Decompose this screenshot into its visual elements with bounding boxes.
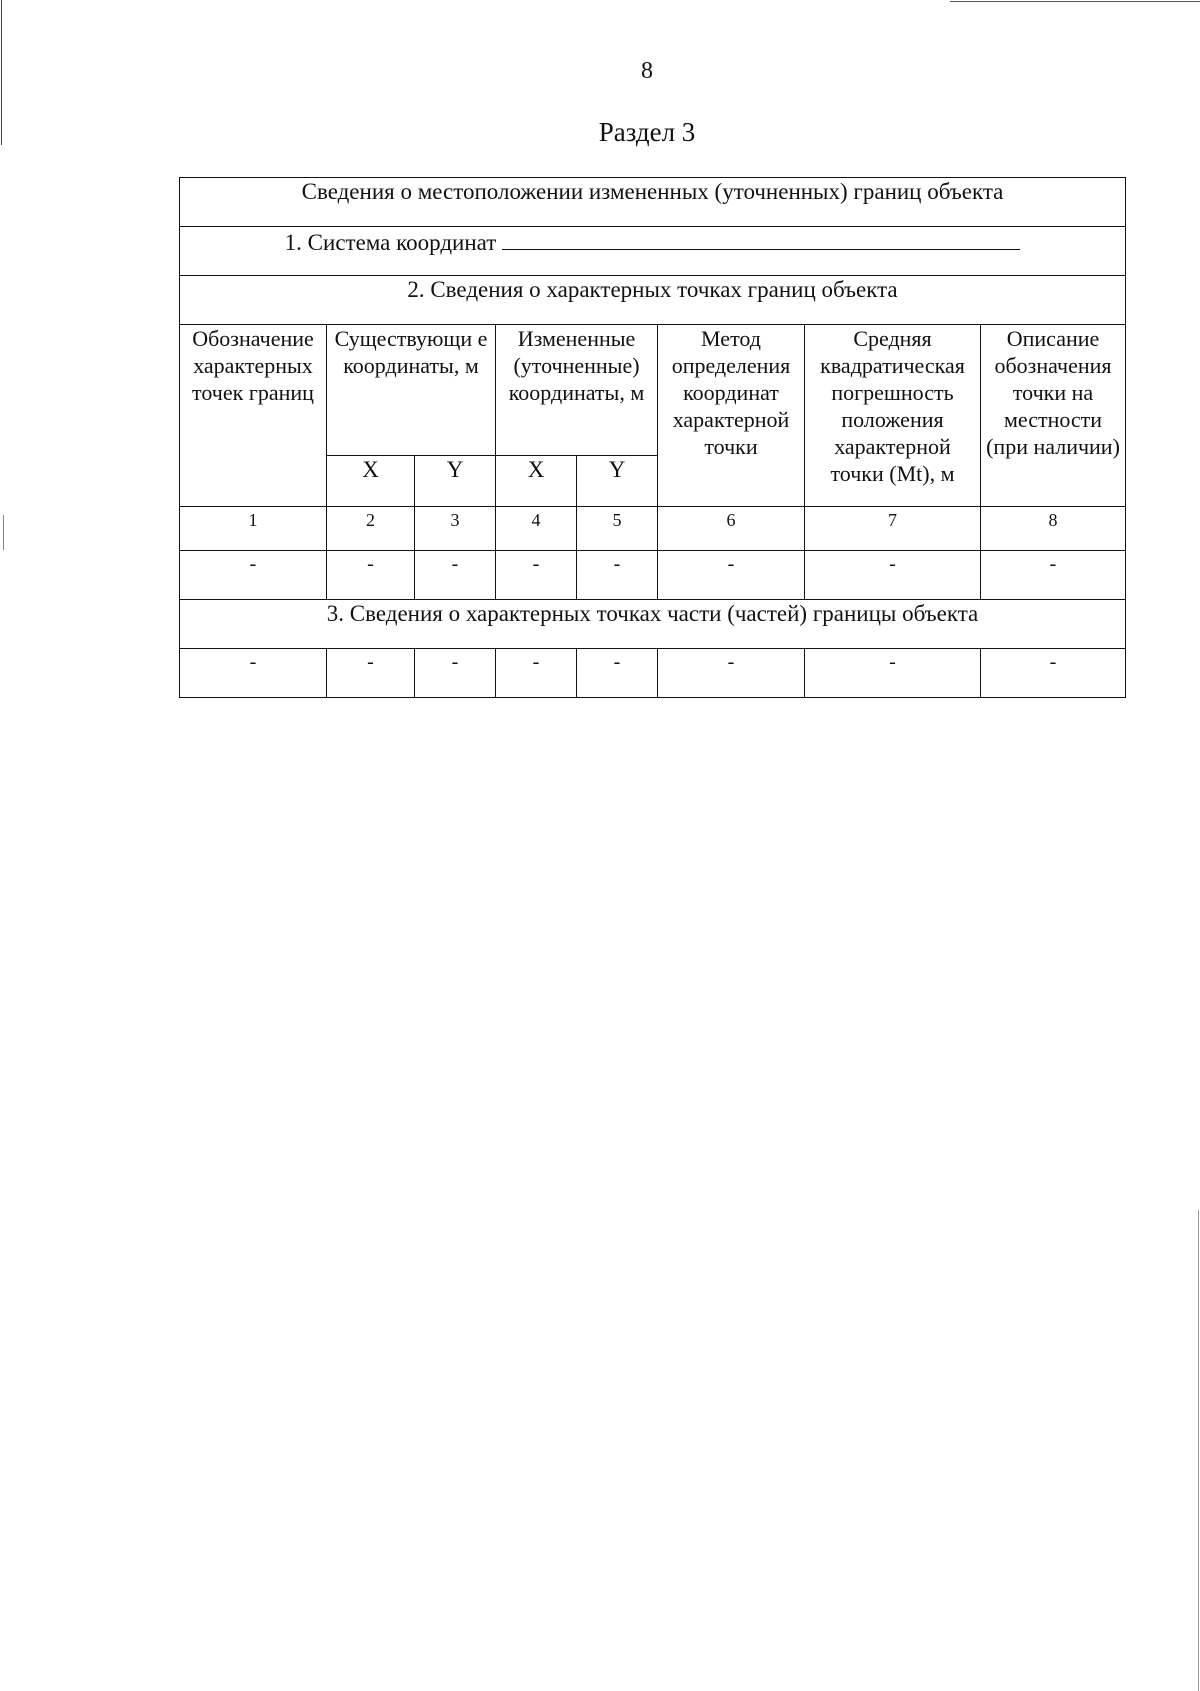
table-row: [180, 551, 1126, 600]
table-cell: -: [658, 649, 805, 698]
page-number: 8: [641, 58, 653, 84]
column-number: 3: [415, 507, 496, 551]
table-cell: -: [805, 551, 981, 600]
scan-edge-top: [950, 1, 1200, 2]
table-cell: -: [496, 551, 577, 600]
header-error: Средняя квадратическая погрешность положения характерной точки (Mt), м: [805, 325, 981, 507]
scan-edge-mark: [3, 515, 4, 550]
header-existing-coords: Существующи е координаты, м: [327, 325, 496, 456]
column-number: 7: [805, 507, 981, 551]
header-description: Описание обозначения точки на местности (при наличии): [981, 325, 1126, 507]
table-row: [180, 649, 1126, 698]
column-numbers-row: [180, 507, 1126, 551]
header-existing-x: X: [327, 456, 415, 507]
header-changed-x: X: [496, 456, 577, 507]
header-changed-coords: Измененные (уточненные) координаты, м: [496, 325, 658, 456]
column-number: 8: [981, 507, 1126, 551]
scan-edge-right: [1198, 1210, 1199, 1691]
table-cell: -: [981, 551, 1126, 600]
coordinate-system-blank: [502, 227, 1020, 250]
table-cell: -: [327, 551, 415, 600]
header-method: Метод определения координат характерной точки: [658, 325, 805, 507]
section-title: Раздел 3: [598, 117, 696, 147]
parts-section-label: 3. Сведения о характерных точках части (частей) границы объекта: [180, 600, 1126, 649]
table-cell: -: [496, 649, 577, 698]
table-cell: -: [180, 551, 327, 600]
boundary-points-table: [179, 177, 1126, 698]
table-cell: -: [981, 649, 1126, 698]
points-section-label: 2. Сведения о характерных точках границ объекта: [180, 276, 1126, 325]
table-cell: -: [805, 649, 981, 698]
table-cell: -: [577, 551, 658, 600]
table-title: Сведения о местоположении измененных (уточненных) границ объекта: [180, 178, 1126, 227]
coordinate-system-label: 1. Система координат: [284, 230, 497, 255]
coordinate-system-row: [180, 227, 1126, 276]
header-existing-y: Y: [415, 456, 496, 507]
table-cell: -: [415, 551, 496, 600]
table-cell: -: [180, 649, 327, 698]
column-number: 6: [658, 507, 805, 551]
column-number: 1: [180, 507, 327, 551]
header-changed-y: Y: [577, 456, 658, 507]
table-cell: -: [415, 649, 496, 698]
column-number: 5: [577, 507, 658, 551]
header-point-designation: Обозначение характерных точек границ: [180, 325, 327, 507]
table-cell: -: [327, 649, 415, 698]
column-number: 2: [327, 507, 415, 551]
table-cell: -: [658, 551, 805, 600]
table-cell: -: [577, 649, 658, 698]
column-number: 4: [496, 507, 577, 551]
